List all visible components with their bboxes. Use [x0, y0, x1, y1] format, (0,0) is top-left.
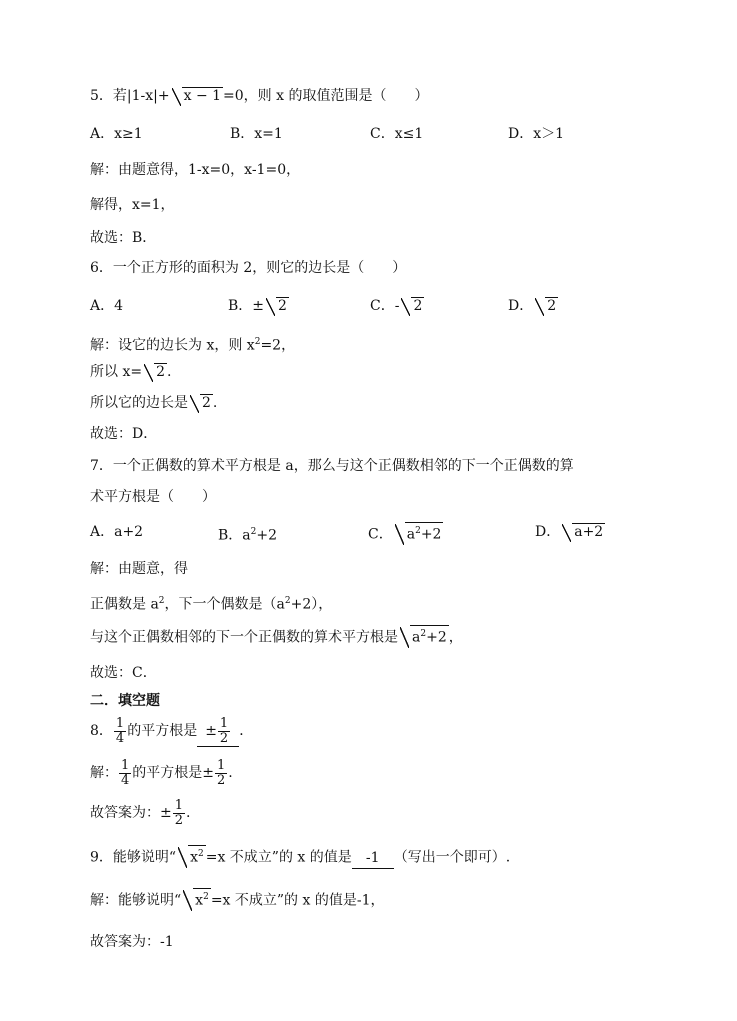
q7-solution-3: 与这个正偶数相邻的下一个正偶数的算术平方根是 $a^2+2$ ，: [90, 625, 463, 648]
q6-option-c: C．- 2: [370, 298, 423, 314]
q6-solution-2: 所以 x= 2 .: [90, 364, 172, 380]
q5-stem: 5．若|1-x|+ x − 1 =0，则 x 的取值范围是（ ）: [90, 88, 429, 104]
q5-option-c: C．x≤1: [370, 126, 424, 142]
q6-solution-3: 所以它的边长是 2 .: [90, 395, 218, 411]
q7-stem-1: 7．一个正偶数的算术平方根是 a，那么与这个正偶数相邻的下一个正偶数的算: [90, 458, 574, 474]
q6-answer: 故选：D．: [90, 426, 158, 442]
q7-stem-2: 术平方根是（ ）: [90, 489, 216, 505]
q5-answer: 故选：B．: [90, 230, 157, 246]
q7-solution-1: 解：由题意，得: [90, 561, 188, 577]
q6-option-a: A．4: [90, 298, 124, 314]
q8-answer-blank: ± $\frac{1}{2}$: [197, 716, 239, 747]
q7-option-d: D． a+2: [535, 524, 604, 540]
q8-stem: 8． $\frac{1}{4}$ 的平方根是 ± $\frac{1}{2}$ ．: [90, 715, 254, 746]
q7-option-c: C． $a^2+2$: [368, 522, 443, 545]
q6-stem: 6．一个正方形的面积为 2，则它的边长是（ ）: [90, 260, 407, 276]
q9-answer-blank: -1: [352, 848, 394, 869]
q5-option-a: A．x≥1: [90, 126, 143, 142]
q7-option-b: B．$a^2+2$: [218, 527, 278, 544]
q9-solution: 解：能够说明“ $x^2 =x$ 不成立”的 x 的值是-1，: [90, 888, 384, 911]
q5-radical: x − 1: [172, 86, 223, 106]
q6-option-d: D． 2: [508, 298, 557, 314]
section-heading: 二．填空题: [90, 693, 160, 709]
q5-option-b: B．x=1: [230, 126, 283, 142]
q5-solution-2: 解得，x=1，: [90, 197, 175, 213]
q8-solution: 解： $\frac{1}{4}$ 的平方根是± $\frac{1}{2}$ .: [90, 757, 233, 788]
q6-solution-1: 解：设它的边长为 x，则 $x^2=2$，: [90, 337, 296, 354]
q7-solution-2: 正偶数是 $a^2$，下一个偶数是$(a^2+2)$，: [90, 596, 333, 613]
q9-answer: 故答案为：-1: [90, 934, 174, 950]
q6-option-b: B．± 2: [228, 298, 287, 314]
q8-answer: 故答案为：± $\frac{1}{2}$ .: [90, 797, 191, 828]
q5-option-d: D．x＞1: [508, 126, 565, 142]
q5-solution-1: 解：由题意得，1-x=0，x-1=0，: [90, 162, 301, 178]
q7-option-a: A．a+2: [90, 524, 144, 540]
q9-stem: 9．能够说明“ $x^2 =x$ 不成立”的 x 的值是 -1 （写出一个即可）.: [90, 845, 510, 869]
q7-answer: 故选：C．: [90, 665, 157, 681]
